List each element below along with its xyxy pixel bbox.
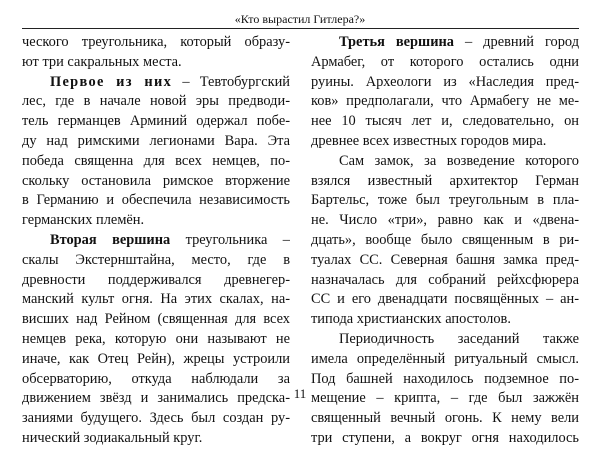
text-line (22, 271, 290, 291)
text-run: СС и его двенадцати посвящённых – ан- (311, 291, 579, 308)
text-line (22, 251, 290, 271)
text-run: – древний город (454, 34, 579, 50)
text-line (311, 53, 579, 73)
text-run: скольку остановила римское вторжение (22, 172, 290, 189)
text-run: руины. Археологи из «Наследия пред- (311, 73, 579, 90)
text-run: Бартельс, тоже был треугольным в пла- (311, 192, 579, 209)
text-run: треугольника – (170, 231, 290, 248)
text-line (22, 409, 290, 429)
text-line (22, 172, 290, 192)
text-line (22, 429, 290, 449)
text-line (311, 231, 579, 251)
text-line (22, 33, 290, 53)
text-line (311, 191, 579, 211)
text-run: нический зодиакальный круг. (22, 429, 203, 446)
text-line (311, 33, 579, 53)
page-number: 11 (293, 386, 307, 401)
text-line (22, 231, 290, 251)
text-line (311, 132, 579, 152)
text-run: ческого треугольника, который образу- (22, 34, 290, 50)
emphasized-phrase: Третья вершина (339, 34, 454, 50)
emphasized-phrase: Вторая вершина (50, 231, 171, 248)
text-line (311, 310, 579, 330)
text-line (22, 350, 290, 370)
text-line (311, 350, 579, 370)
text-line (22, 211, 290, 231)
text-line (22, 73, 290, 93)
text-run: в Германию и обеспечила независимость (22, 192, 290, 209)
text-line (22, 132, 290, 152)
text-run: древности поддерживался древнегер- (22, 271, 290, 288)
text-run: ду над римскими легионами Вара. Эта (22, 132, 290, 149)
text-run: Армабег, от которого остались одни (311, 53, 579, 70)
text-line (22, 112, 290, 132)
text-run: – Тевтобургский (172, 73, 290, 90)
text-run: иначе, как Отец Рейн), жрецы устроили (22, 350, 290, 367)
text-line (22, 290, 290, 310)
text-line (22, 92, 290, 112)
text-run: дцать», вообще было священным в ри- (311, 231, 579, 248)
text-run: три ступени, а вокруг огня находилось (311, 429, 579, 446)
text-run: заниями будущего. Здесь был создан ру- (22, 410, 290, 427)
text-run: священный вечный огонь. К нему вели (311, 410, 579, 427)
text-run: нее 10 тысяч лет и, следовательно, он (311, 113, 579, 130)
text-run: мещение – крипта, – где был зажжён (311, 390, 579, 407)
text-run: лес, где в начале новой эры предводи- (22, 93, 290, 110)
text-run: тель германцев Арминий одержал побе- (22, 113, 290, 130)
text-run: типода христианских апостолов. (311, 311, 511, 328)
text-run: скалы Экстернштайна, место, где в (22, 251, 290, 268)
text-run: взялся известный архитектор Герман (311, 172, 579, 189)
header-rule (22, 28, 579, 29)
text-line (311, 330, 579, 350)
text-run: победа священна для всех немцев, по- (22, 152, 290, 169)
text-run: обсерваторию, откуда наблюдали за (22, 370, 290, 387)
text-run: имела определённый ритуальный смысл. (311, 350, 579, 367)
text-line (22, 152, 290, 172)
text-line (311, 152, 579, 172)
text-run: древнее всех известных городов мира. (311, 132, 547, 149)
text-run: Периодичность заседаний также (339, 330, 579, 347)
text-run: назначалась для собраний рейхсфюрера (311, 271, 579, 288)
text-run: туалах СС. Северная башня замка пред- (311, 251, 579, 268)
text-run: висших над Рейном (священная для всех (22, 311, 290, 328)
text-run: германских племён. (22, 212, 145, 229)
text-line (311, 211, 579, 231)
text-run: ют три сакральных места. (22, 53, 182, 70)
text-run: не. Число «три», равно как и «двена- (311, 212, 579, 229)
running-header: «Кто вырастил Гитлера?» (234, 12, 366, 26)
text-line (311, 92, 579, 112)
text-line (22, 330, 290, 350)
text-run: немцев река, которую они называют не (22, 330, 290, 347)
text-line (311, 429, 579, 449)
text-line (311, 409, 579, 429)
text-line (22, 191, 290, 211)
text-line (22, 310, 290, 330)
text-line (311, 251, 579, 271)
text-run: манский культ огня. На этих скалах, на- (22, 291, 290, 308)
text-run: Сам замок, за возведение которого (339, 152, 579, 169)
text-line (311, 112, 579, 132)
text-line (311, 172, 579, 192)
text-line (22, 53, 290, 73)
text-run: Под башней находилось подземное по- (311, 370, 579, 387)
text-line (311, 73, 579, 93)
text-line (311, 271, 579, 291)
emphasized-phrase: Первое из них (50, 73, 173, 90)
text-line (311, 290, 579, 310)
text-run: движением звёзд и занимались предска- (22, 390, 290, 407)
text-run: ков» предполагали, что Армабегу не ме- (311, 93, 579, 110)
